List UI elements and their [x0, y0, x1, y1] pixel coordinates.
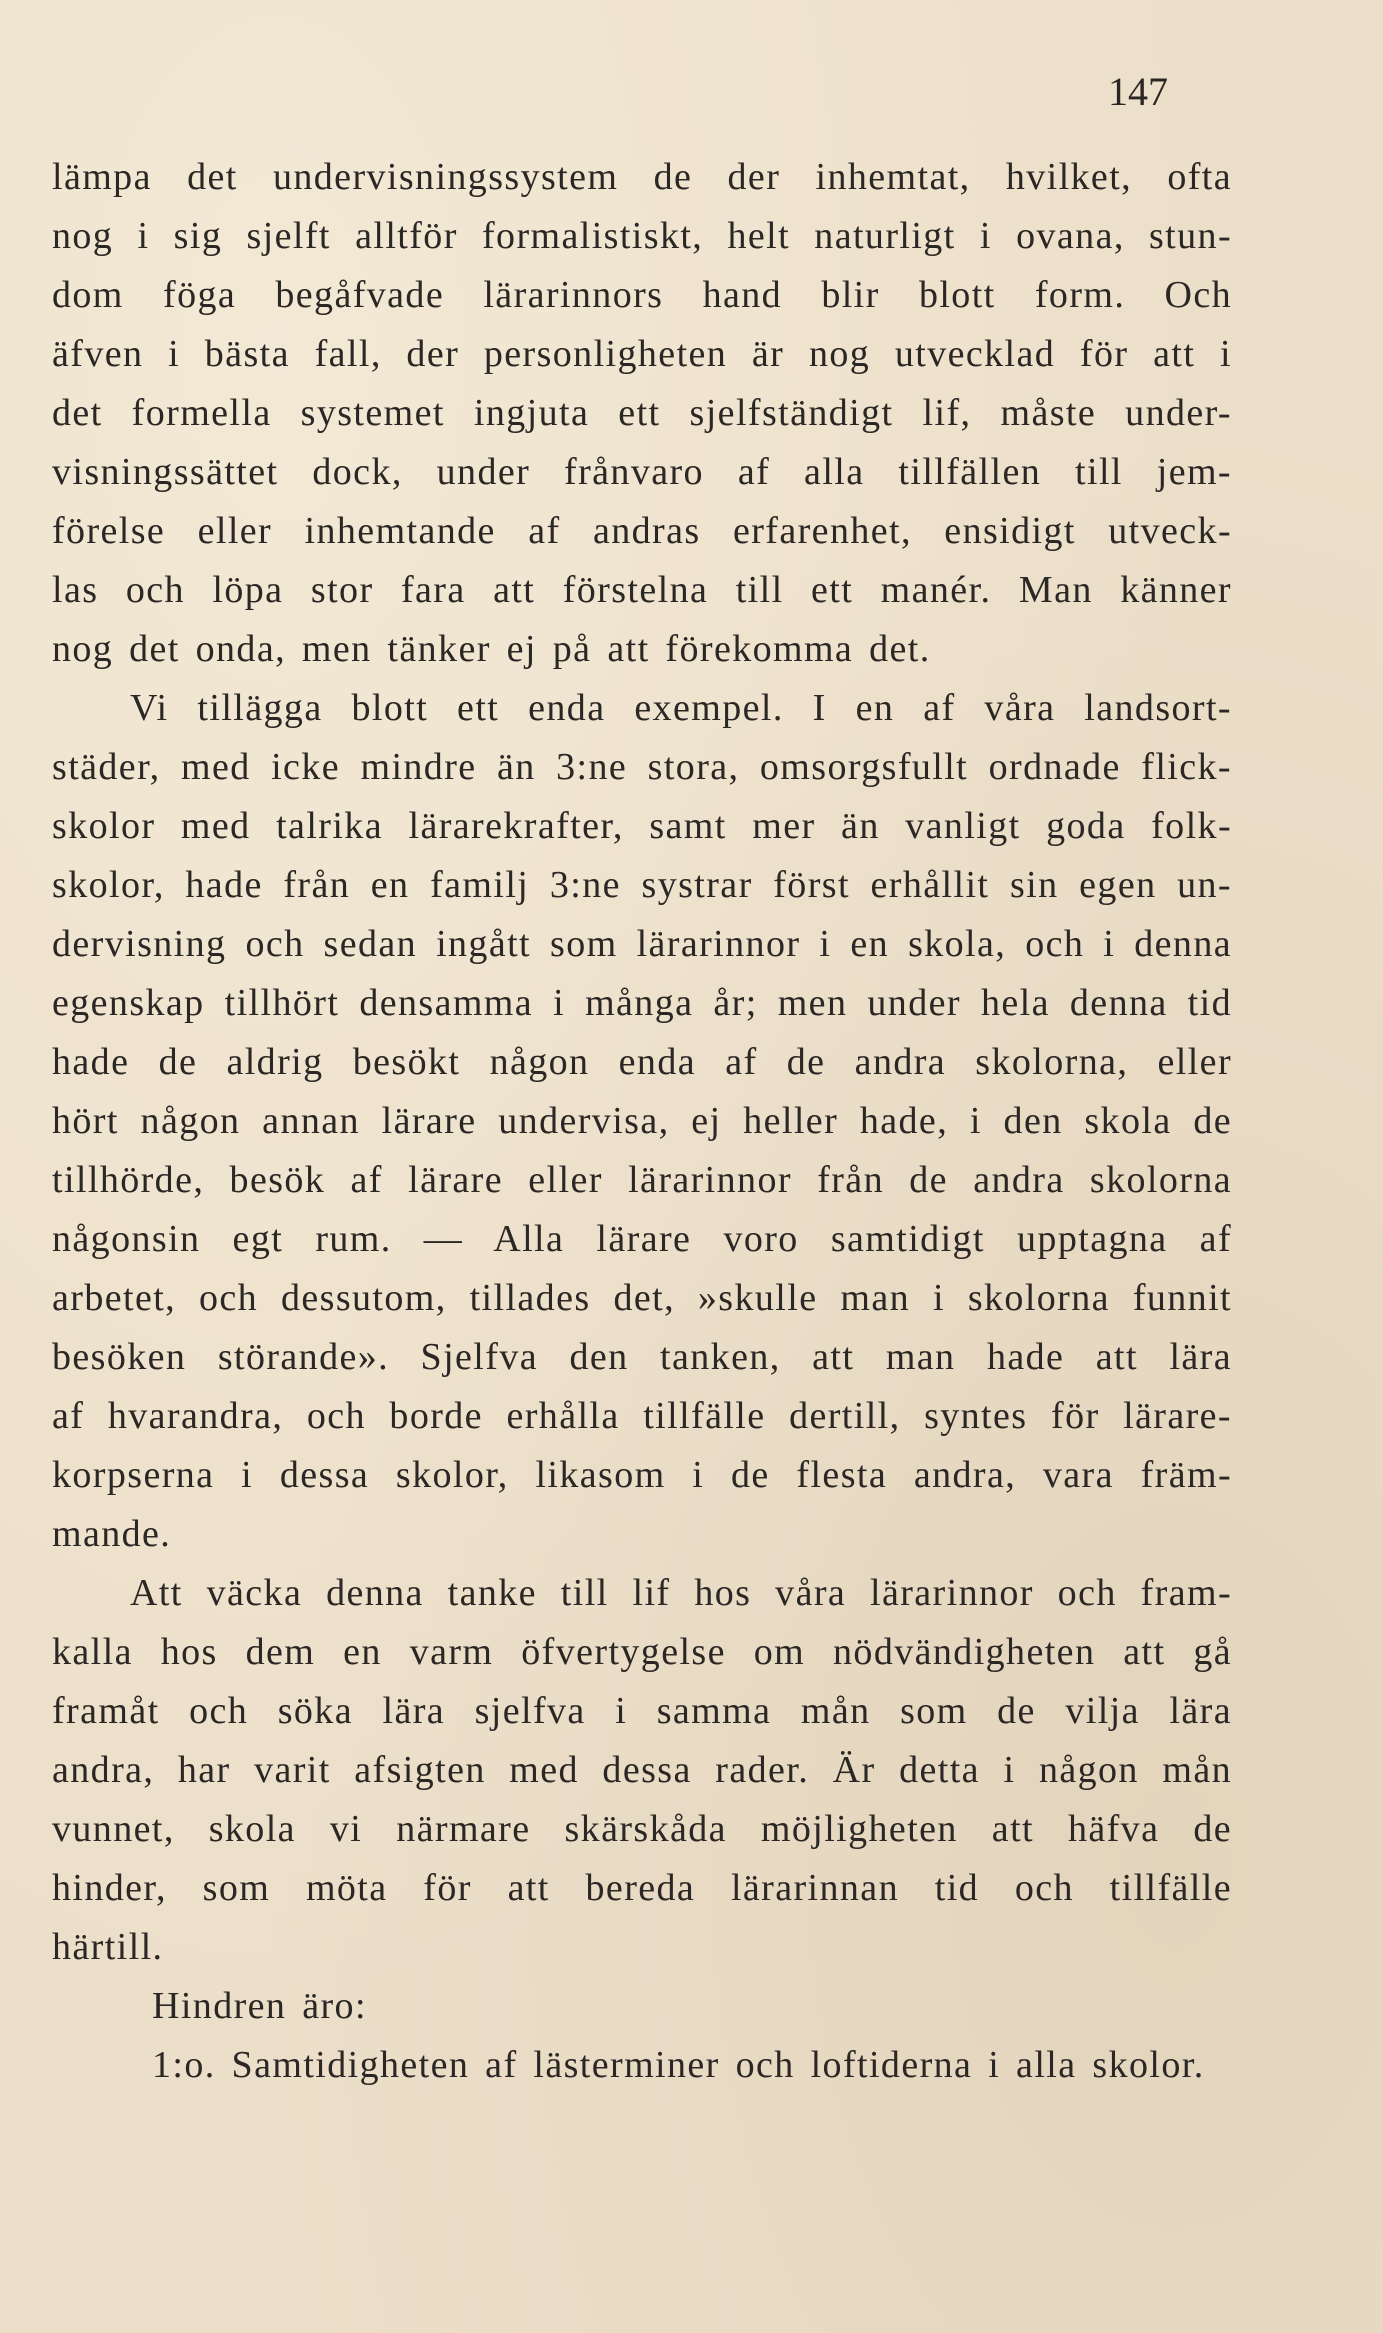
- page-number: 147: [1108, 69, 1168, 114]
- text-line: hade de aldrig besökt någon enda af de andra skolorna, eller: [52, 1041, 1232, 1083]
- text-line: äfven i bästa fall, der personligheten är nog utvecklad för att i: [52, 333, 1232, 375]
- text-line: lämpa det undervisningssystem de der inhemtat, hvilket, ofta: [52, 156, 1232, 198]
- text-line: mande.: [52, 1513, 172, 1555]
- text-line: städer, med icke mindre än 3:ne stora, omsorgsfullt ordnade flick-: [52, 746, 1232, 788]
- text-line: tillhörde, besök af lärare eller lärarinnor från de andra skolorna: [52, 1159, 1232, 1201]
- text-line: 1:o. Samtidigheten af lästerminer och loftiderna i alla skolor.: [152, 2044, 1205, 2086]
- text-line: Att väcka denna tanke till lif hos våra lärarinnor och fram-: [130, 1572, 1232, 1614]
- text-line: hört någon annan lärare undervisa, ej heller hade, i den skola de: [52, 1100, 1232, 1142]
- text-line: förelse eller inhemtande af andras erfarenhet, ensidigt utveck-: [52, 510, 1232, 552]
- text-line: las och löpa stor fara att förstelna till ett manér. Man känner: [52, 569, 1232, 611]
- text-line: härtill.: [52, 1926, 164, 1968]
- text-line: Vi tillägga blott ett enda exempel. I en af våra landsort-: [130, 687, 1232, 729]
- text-line: någonsin egt rum. — Alla lärare voro samtidigt upptagna af: [52, 1218, 1232, 1260]
- text-line: visningssättet dock, under frånvaro af alla tillfällen till jem-: [52, 451, 1232, 493]
- text-line: egenskap tillhört densamma i många år; men under hela denna tid: [52, 982, 1232, 1024]
- text-line: det formella systemet ingjuta ett sjelfständigt lif, måste under-: [52, 392, 1232, 434]
- text-line: andra, har varit afsigten med dessa rader. Är detta i någon mån: [52, 1749, 1232, 1791]
- text-line: nog i sig sjelft alltför formalistiskt, helt naturligt i ovana, stun-: [52, 215, 1232, 257]
- text-line: kalla hos dem en varm öfvertygelse om nödvändigheten att gå: [52, 1631, 1232, 1673]
- text-line: dervisning och sedan ingått som lärarinnor i en skola, och i denna: [52, 923, 1232, 965]
- text-line: skolor med talrika lärarekrafter, samt mer än vanligt goda folk-: [52, 805, 1232, 847]
- text-line: korpserna i dessa skolor, likasom i de flesta andra, vara främ-: [52, 1454, 1232, 1496]
- text-line: besöken störande». Sjelfva den tanken, att man hade att lära: [52, 1336, 1232, 1378]
- text-line: arbetet, och dessutom, tillades det, »skulle man i skolorna funnit: [52, 1277, 1232, 1319]
- text-line: Hindren äro:: [152, 1985, 367, 2027]
- text-line: hinder, som möta för att bereda lärarinnan tid och tillfälle: [52, 1867, 1232, 1909]
- text-line: af hvarandra, och borde erhålla tillfälle dertill, syntes för lärare-: [52, 1395, 1232, 1437]
- text-line: dom föga begåfvade lärarinnors hand blir blott form. Och: [52, 274, 1232, 316]
- body-text: [52, 148, 1232, 2095]
- text-line: skolor, hade från en familj 3:ne systrar först erhållit sin egen un-: [52, 864, 1232, 906]
- text-line: nog det onda, men tänker ej på att förekomma det.: [52, 628, 931, 670]
- text-line: framåt och söka lära sjelfva i samma mån som de vilja lära: [52, 1690, 1232, 1732]
- text-line: vunnet, skola vi närmare skärskåda möjligheten att häfva de: [52, 1808, 1232, 1850]
